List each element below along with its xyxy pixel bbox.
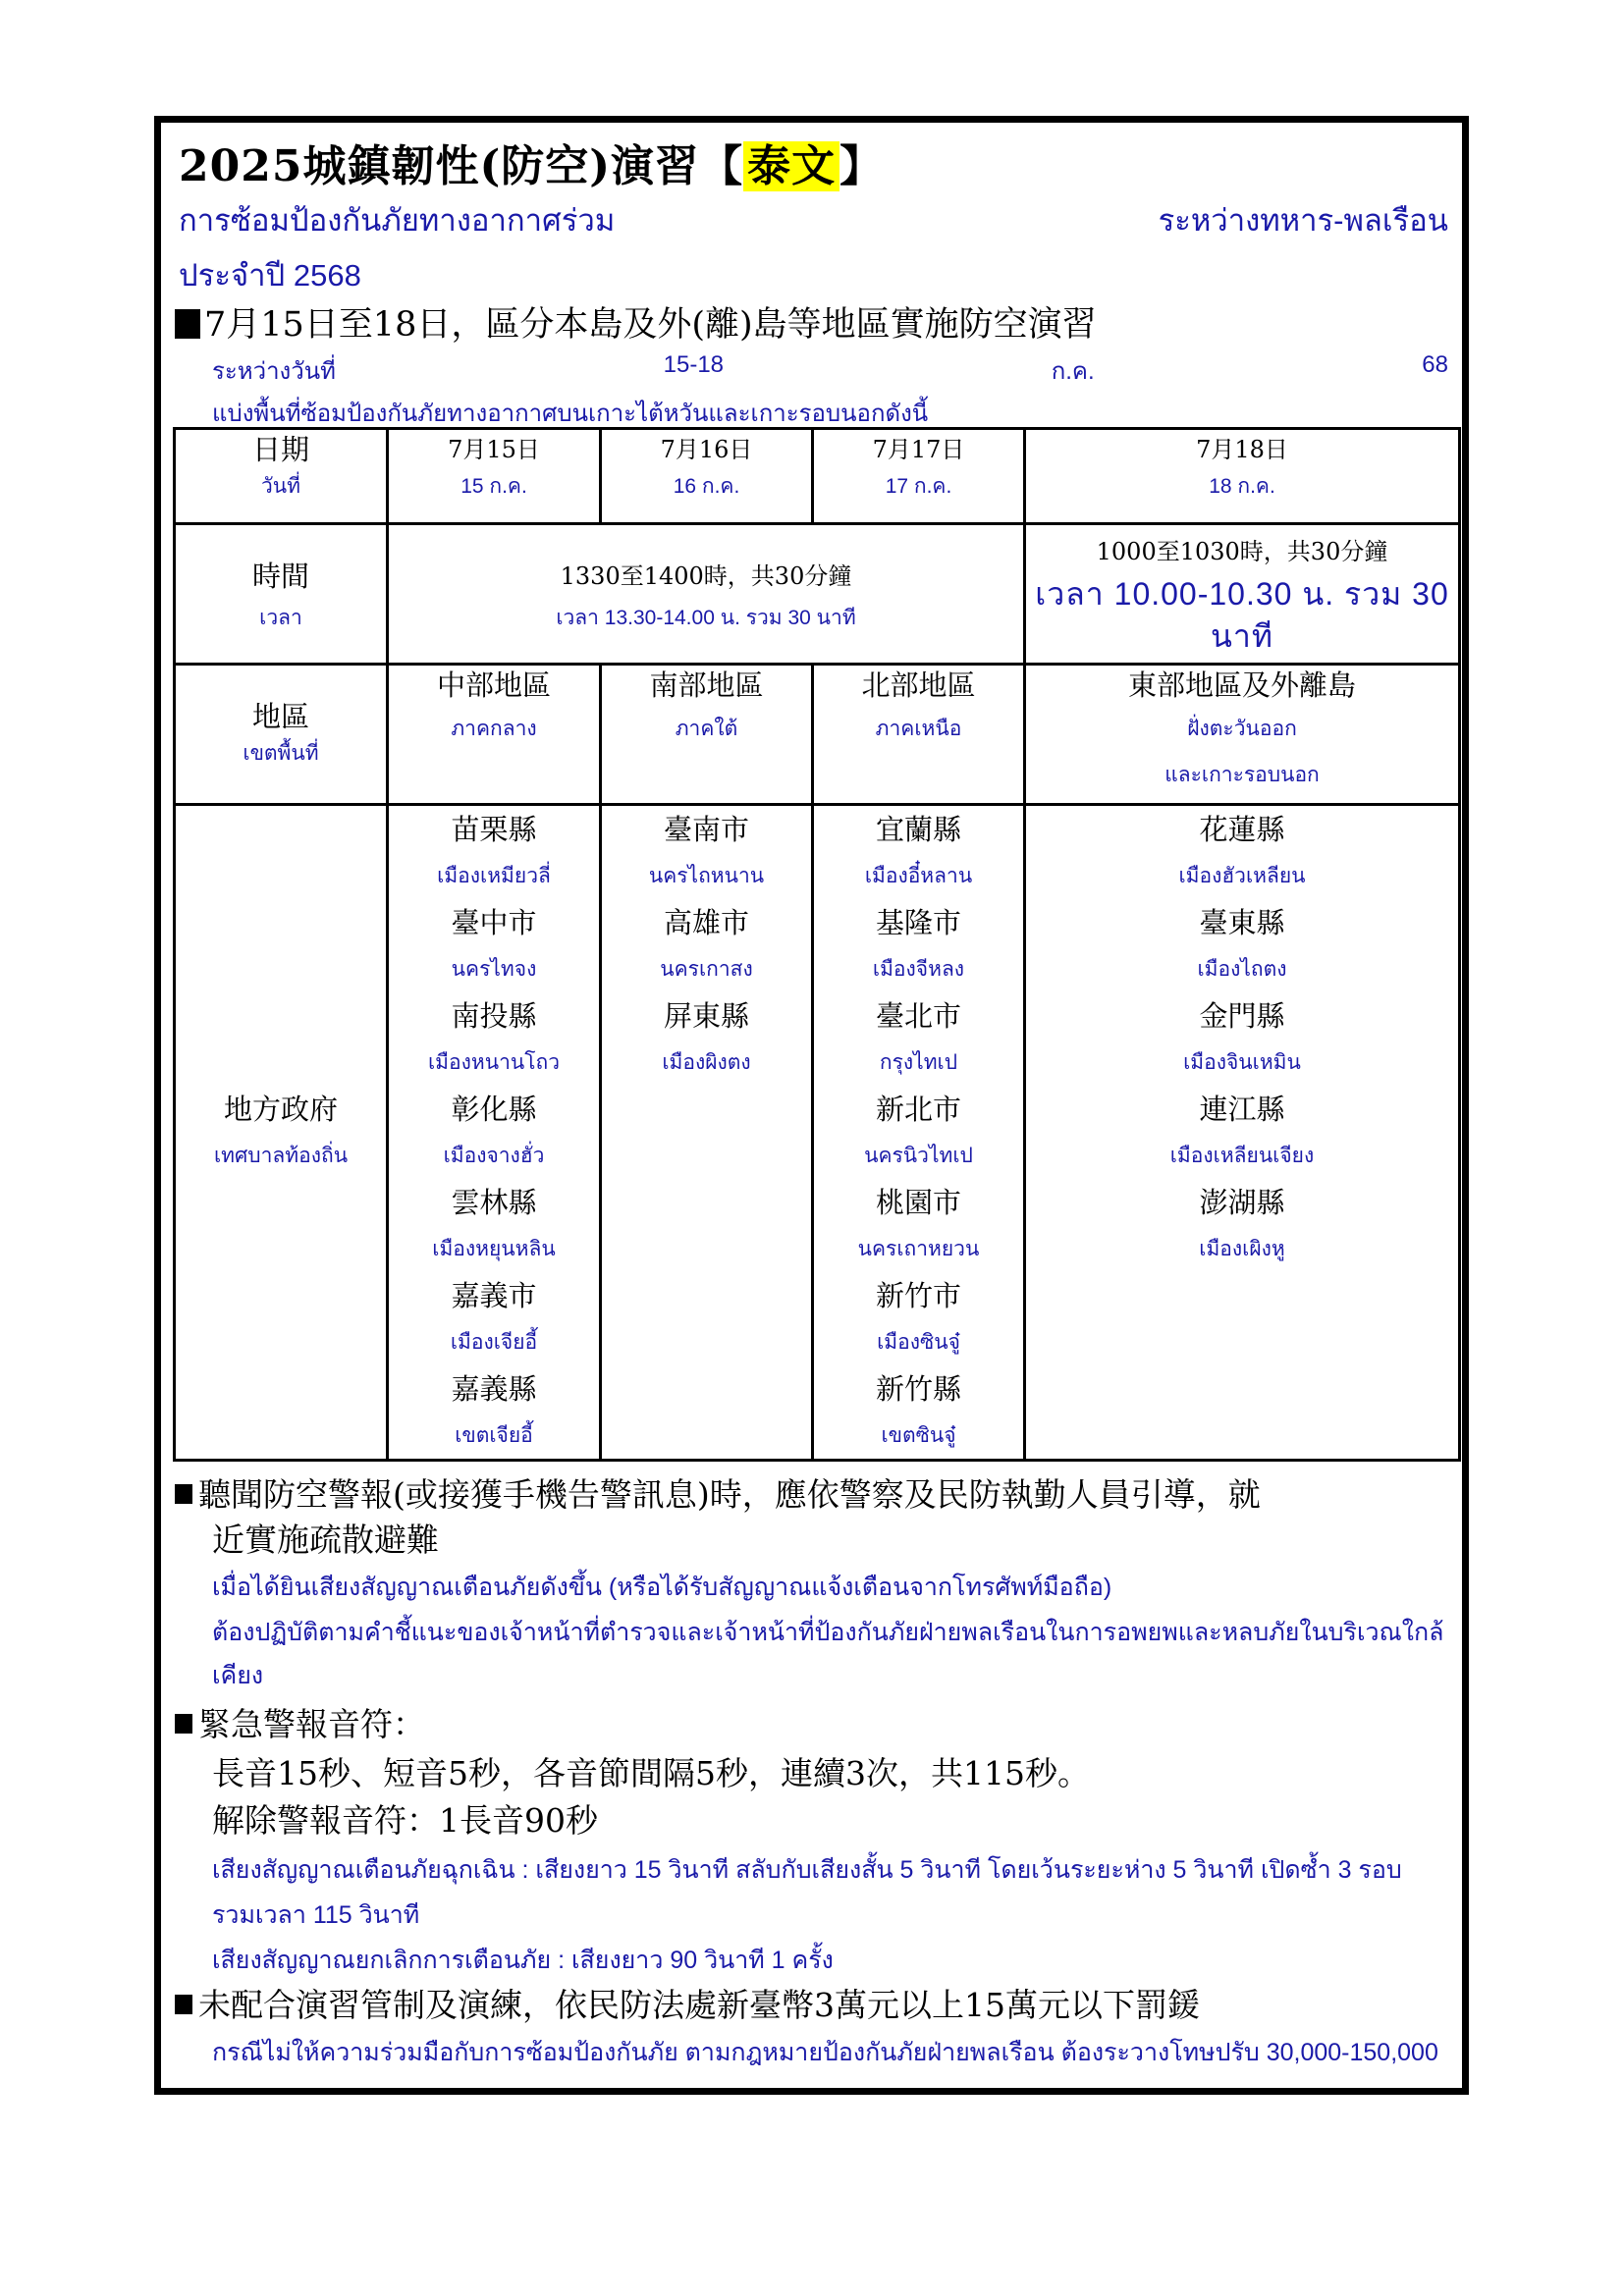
gov-entry-th: นครไทจง: [451, 958, 537, 981]
gov-entry-th: นครเถาหยวน: [857, 1238, 980, 1260]
title-bracket-close: 】: [839, 141, 885, 191]
title-language-highlight: 泰文: [743, 141, 839, 191]
gov-entry-zh: 嘉義縣: [451, 1372, 537, 1406]
time-main-zh: 1330至1400時，共30分鐘: [560, 562, 852, 590]
gov-entry-zh: 新竹縣: [875, 1372, 961, 1406]
intro-thai-date-line: [212, 351, 1448, 390]
evacuation-text-zh-cont: 近實施疏散避難: [212, 1521, 439, 1559]
gov-entry-th: เขตเจียอี้: [455, 1424, 533, 1447]
gov-entry-th: เมืองซินจู๋: [877, 1331, 960, 1354]
subtitle-thai-left: การซ้อมป้องกันภัยทางอากาศร่วม: [179, 203, 616, 238]
time-label-cell: [175, 524, 388, 665]
gov-column-east: [1025, 805, 1460, 1461]
region-label-cell: [175, 665, 388, 805]
region-cell: [813, 665, 1025, 805]
bullet-square-icon: [175, 309, 200, 339]
date-cell: [813, 429, 1025, 524]
intro-thai-date-range: 15-18: [663, 351, 725, 378]
gov-entry-th: นครนิวไทเป: [864, 1145, 973, 1167]
region-th: ฝั่งตะวันออก: [1187, 718, 1297, 740]
region-cell: [388, 665, 601, 805]
intro-heading: [175, 297, 1097, 347]
gov-entry-zh: 新北市: [875, 1093, 961, 1126]
gov-entry-zh: 宜蘭縣: [875, 813, 961, 846]
region-zh: 東部地區及外離島: [1127, 668, 1356, 702]
bullet-square-icon: [175, 1995, 192, 2014]
schedule-table: [173, 427, 1461, 1462]
evacuation-heading: [175, 1469, 1261, 1516]
gov-entry-th: เมืองหยุนหลิน: [432, 1238, 556, 1260]
gov-entry-zh: 基隆市: [875, 906, 961, 939]
intro-thai-month: ก.ค.: [1051, 358, 1095, 385]
date-zh: 7月16日: [660, 436, 753, 463]
gov-entry-zh: 澎湖縣: [1199, 1186, 1285, 1219]
intro-thai-date-label: ระหว่างวันที่: [212, 358, 336, 385]
gov-entry-th: เมืองจีหลง: [872, 958, 965, 981]
gov-label-zh: 地方政府: [223, 1093, 338, 1126]
subtitle-year: ประจำปี 2568: [179, 258, 361, 293]
gov-entry-th: เมืองอี๋หลาน: [864, 865, 973, 887]
time-last-th: เวลา 10.00-10.30 น. รวม 30: [1035, 576, 1449, 612]
gov-entry-zh: 屏東縣: [663, 999, 749, 1033]
gov-entry-th: เมืองจินเหมิน: [1183, 1051, 1301, 1074]
gov-entry-zh: 彰化縣: [451, 1093, 537, 1126]
region-cell: [1025, 665, 1460, 805]
subtitle-thai-right: ระหว่างทหาร-พลเรือน: [1158, 203, 1448, 238]
gov-entry-zh: 連江縣: [1199, 1093, 1285, 1126]
gov-entry-th: เมืองเผิงหู: [1199, 1238, 1285, 1260]
gov-entry-th: กรุงไทเป: [879, 1051, 958, 1074]
gov-entry-th: เมืองเจียอี้: [450, 1331, 538, 1354]
table-row-time: [175, 524, 1460, 665]
gov-entry-zh: 雲林縣: [451, 1186, 537, 1219]
gov-label-cell: [175, 805, 388, 1461]
gov-entry-th: นครเกาสง: [660, 958, 753, 981]
region-zh: 南部地區: [649, 668, 764, 702]
date-th: 18 ก.ค.: [1209, 475, 1275, 498]
siren-clear-text-th: เสียงสัญญาณยกเลิกการเตือนภัย : เสียงยาว 90 วินาที 1 ครั้ง: [212, 1947, 834, 1974]
gov-entry-zh: 南投縣: [451, 999, 537, 1033]
bullet-square-icon: [175, 1484, 192, 1504]
region-th: ภาคกลาง: [451, 718, 537, 740]
gov-entry-zh: 臺中市: [451, 906, 537, 939]
penalty-text-th: กรณีไม่ให้ความร่วมมือกับการซ้อมป้องกันภัย ตามกฎหมายป้องกันภัยฝ่ายพลเรือน ต้องระวางโทษปรับ 30,000-150,000: [212, 2039, 1438, 2066]
time-main-cell: [388, 524, 1025, 665]
date-cell: [601, 429, 813, 524]
date-zh: 7月17日: [872, 436, 965, 463]
gov-entry-th: เมืองผิงตง: [662, 1051, 751, 1074]
gov-entry-zh: 金門縣: [1199, 999, 1285, 1033]
time-last-cell: [1025, 524, 1460, 665]
region-label-zh: 地區: [251, 700, 309, 733]
intro-thai-area-line: แบ่งพื้นที่ซ้อมป้องกันภัยทางอากาศบนเกาะไต้หวันและเกาะรอบนอกดังนี้: [212, 400, 929, 427]
evacuation-text-th: เมื่อได้ยินเสียงสัญญาณเตือนภัยดังขึ้น (หรือได้รับสัญญาณแจ้งเตือนจากโทรศัพท์มือถือ): [212, 1574, 1112, 1601]
gov-label-th: เทศบาลท้องถิ่น: [213, 1145, 349, 1167]
gov-entry-th: เมืองเหมียวลี่: [437, 865, 551, 887]
date-th: 15 ก.ค.: [460, 475, 527, 498]
gov-column-north: [813, 805, 1025, 1461]
siren-heading-text: 緊急警報音符：: [198, 1705, 425, 1743]
evacuation-text-th-2: ต้องปฏิบัติตามคำชี้แนะของเจ้าหน้าที่ตำรวจและเจ้าหน้าที่ป้องกันภัยฝ่ายพลเรือนในการอพยพและหลบภัยในบริเวณใกล้: [212, 1619, 1444, 1646]
bullet-square-icon: [175, 1714, 192, 1734]
gov-entry-zh: 新竹市: [875, 1279, 961, 1312]
gov-entry-th: นครไถหนาน: [648, 865, 765, 887]
intro-thai-year: 68: [1422, 351, 1448, 378]
penalty-text-zh: 未配合演習管制及演練，依民防法處新臺幣3萬元以上15萬元以下罰鍰: [198, 1986, 1200, 2024]
gov-entry-zh: 花蓮縣: [1199, 813, 1285, 846]
gov-entry-th: เมืองเหลียนเจียง: [1169, 1145, 1315, 1167]
gov-entry-th: เมืองหนานโถว: [427, 1051, 561, 1074]
date-th: 16 ก.ค.: [673, 475, 740, 498]
gov-entry-zh: 臺東縣: [1199, 906, 1285, 939]
title-bracket-open: 【: [699, 141, 744, 191]
gov-column-central: [388, 805, 601, 1461]
gov-entry-zh: 臺南市: [663, 813, 749, 846]
date-th: 17 ก.ค.: [885, 475, 952, 498]
siren-clear-text-zh: 解除警報音符：1長音90秒: [212, 1801, 598, 1840]
region-label-th: เขตพื้นที่: [243, 742, 319, 765]
gov-entry-th: เมืองจางฮั่ว: [443, 1145, 545, 1167]
gov-entry-zh: 苗栗縣: [451, 813, 537, 846]
gov-entry-zh: 高雄市: [663, 906, 749, 939]
siren-text-zh: 長音15秒、短音5秒，各音節間隔5秒，連續3次，共115秒。: [212, 1754, 1090, 1792]
gov-entry-th: เมืองไถตง: [1197, 958, 1287, 981]
gov-entry-zh: 桃園市: [875, 1186, 961, 1219]
table-row-local-government: [175, 805, 1460, 1461]
time-label-th: เวลา: [259, 607, 302, 629]
intro-heading-text: 7月15日至18日，區分本島及外(離)島等地區實施防空演習: [204, 305, 1097, 345]
siren-text-th: เสียงสัญญาณเตือนภัยฉุกเฉิน : เสียงยาว 15 วินาที สลับกับเสียงสั้น 5 วินาที โดยเว้นระยะห่าง 5 วินาที เปิดซ้ำ 3 รอบ: [212, 1856, 1402, 1884]
gov-entry-th: เขตซินจู๋: [881, 1424, 956, 1447]
time-label-zh: 時間: [251, 560, 309, 593]
region-cell: [601, 665, 813, 805]
gov-entry-zh: 臺北市: [875, 999, 961, 1033]
region-zh: 中部地區: [436, 668, 551, 702]
date-cell: [1025, 429, 1460, 524]
date-label-th: วันที่: [261, 475, 300, 498]
date-label-zh: 日期: [251, 433, 309, 466]
siren-text-th-2: รวมเวลา 115 วินาที: [212, 1901, 420, 1929]
table-row-region: [175, 665, 1460, 805]
table-row-date: [175, 429, 1460, 524]
date-zh: 7月18日: [1196, 436, 1288, 463]
page-title: [179, 131, 884, 193]
siren-heading: [175, 1699, 425, 1745]
time-last-zh: 1000至1030時，共30分鐘: [1096, 538, 1388, 565]
gov-entry-zh: 嘉義市: [451, 1279, 537, 1312]
gov-column-south: [601, 805, 813, 1461]
region-th-cont: และเกาะรอบนอก: [1164, 764, 1320, 786]
region-th: ภาคเหนือ: [875, 718, 962, 740]
date-cell: [388, 429, 601, 524]
title-text: 2025城鎮韌性(防空)演習: [179, 141, 700, 191]
gov-entry-th: เมืองฮัวเหลียน: [1178, 865, 1306, 887]
region-th: ภาคใต้: [675, 718, 738, 740]
time-last-th-cont: นาที: [1211, 618, 1273, 654]
evacuation-text-th-3: เคียง: [212, 1662, 264, 1689]
region-zh: 北部地區: [861, 668, 976, 702]
time-main-th: เวลา 13.30-14.00 น. รวม 30 นาที: [556, 607, 856, 629]
evacuation-text-zh: 聽聞防空警報(或接獲手機告警訊息)時，應依警察及民防執勤人員引導，就: [198, 1475, 1261, 1514]
document-frame: [154, 116, 1469, 2095]
penalty-heading: [175, 1980, 1200, 2026]
date-label-cell: [175, 429, 388, 524]
date-zh: 7月15日: [448, 436, 540, 463]
